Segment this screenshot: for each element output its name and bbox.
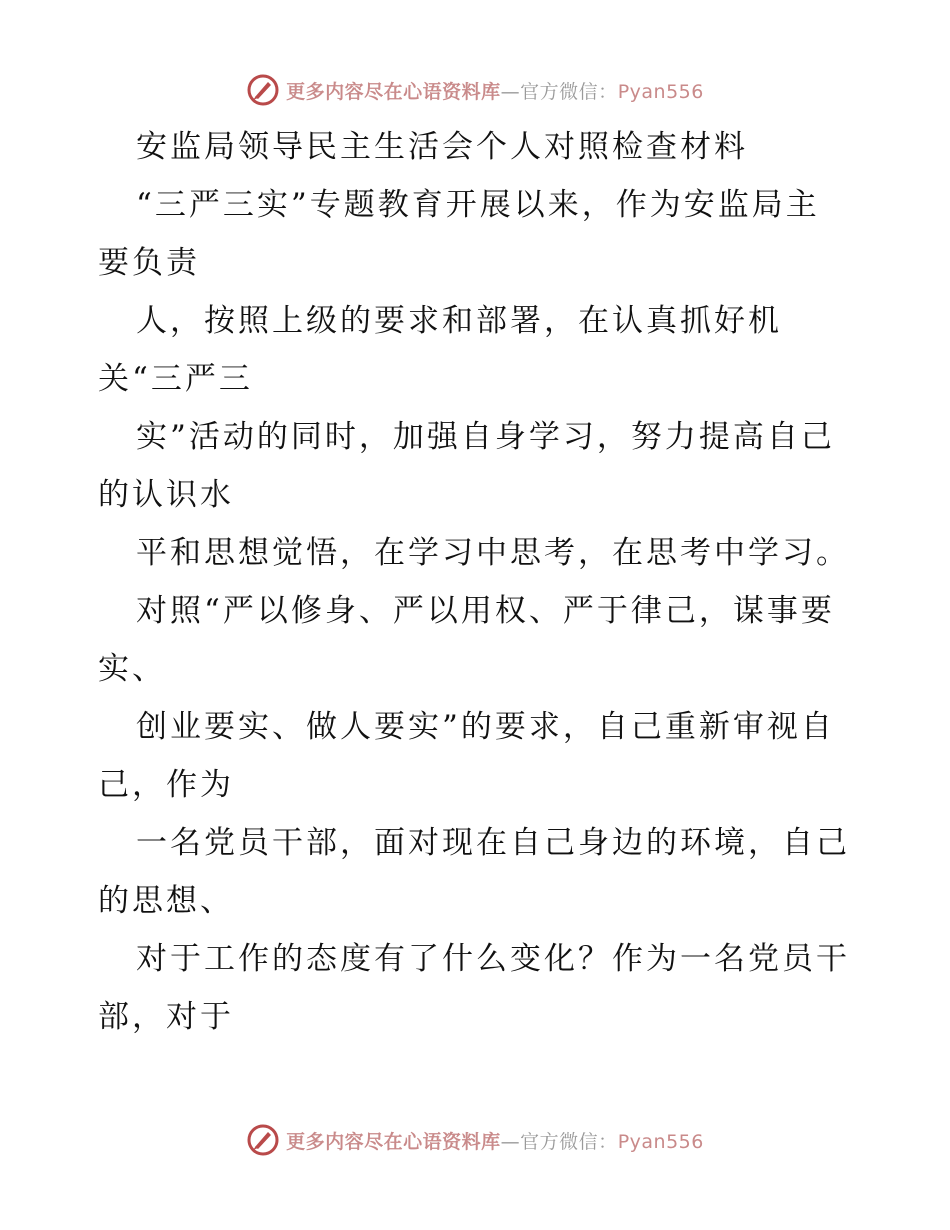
watermark-wechat-label: 官方微信： [520, 80, 618, 103]
text-line: 对于工作的态度有了什么变化？作为一名党员干 [136, 941, 850, 977]
document-body [98, 118, 868, 1046]
quill-seal-icon [246, 73, 280, 107]
header-watermark [0, 70, 950, 110]
text-line: 要负责 [98, 245, 200, 281]
text-line: 实”活动的同时，加强自身学习，努力提高自己 [136, 419, 835, 455]
watermark-wechat-id: Pyan556 [617, 1130, 704, 1153]
text-line: 平和思想觉悟，在学习中思考，在思考中学习。 [136, 535, 850, 571]
text-line: 关“三严三 [98, 361, 253, 397]
text-line: 创业要实、做人要实”的要求，自己重新审视自 [136, 709, 835, 745]
text-line: 实、 [98, 651, 166, 687]
watermark-text [286, 77, 704, 104]
text-line: 安监局领导民主生活会个人对照检查材料 [136, 129, 748, 165]
text-line: 部，对于 [98, 999, 234, 1035]
text-line: 己，作为 [98, 767, 234, 803]
watermark-separator: — [500, 80, 521, 103]
text-line: 的思想、 [98, 883, 234, 919]
watermark-brand: 更多内容尽在心语资料库 [286, 1130, 501, 1153]
watermark-text [286, 1127, 704, 1154]
watermark-separator: — [500, 1130, 521, 1153]
quill-seal-icon [246, 1123, 280, 1157]
text-line: 一名党员干部，面对现在自己身边的环境，自己 [136, 825, 850, 861]
watermark-wechat-label: 官方微信： [520, 1130, 618, 1153]
text-line: “三严三实”专题教育开展以来，作为安监局主 [136, 187, 820, 223]
text-line: 对照“严以修身、严以用权、严于律己，谋事要 [136, 593, 835, 629]
watermark-wechat-id: Pyan556 [617, 80, 704, 103]
watermark-brand: 更多内容尽在心语资料库 [286, 80, 501, 103]
text-line: 的认识水 [98, 477, 234, 513]
footer-watermark [0, 1120, 950, 1160]
text-line: 人，按照上级的要求和部署，在认真抓好机 [136, 303, 782, 339]
